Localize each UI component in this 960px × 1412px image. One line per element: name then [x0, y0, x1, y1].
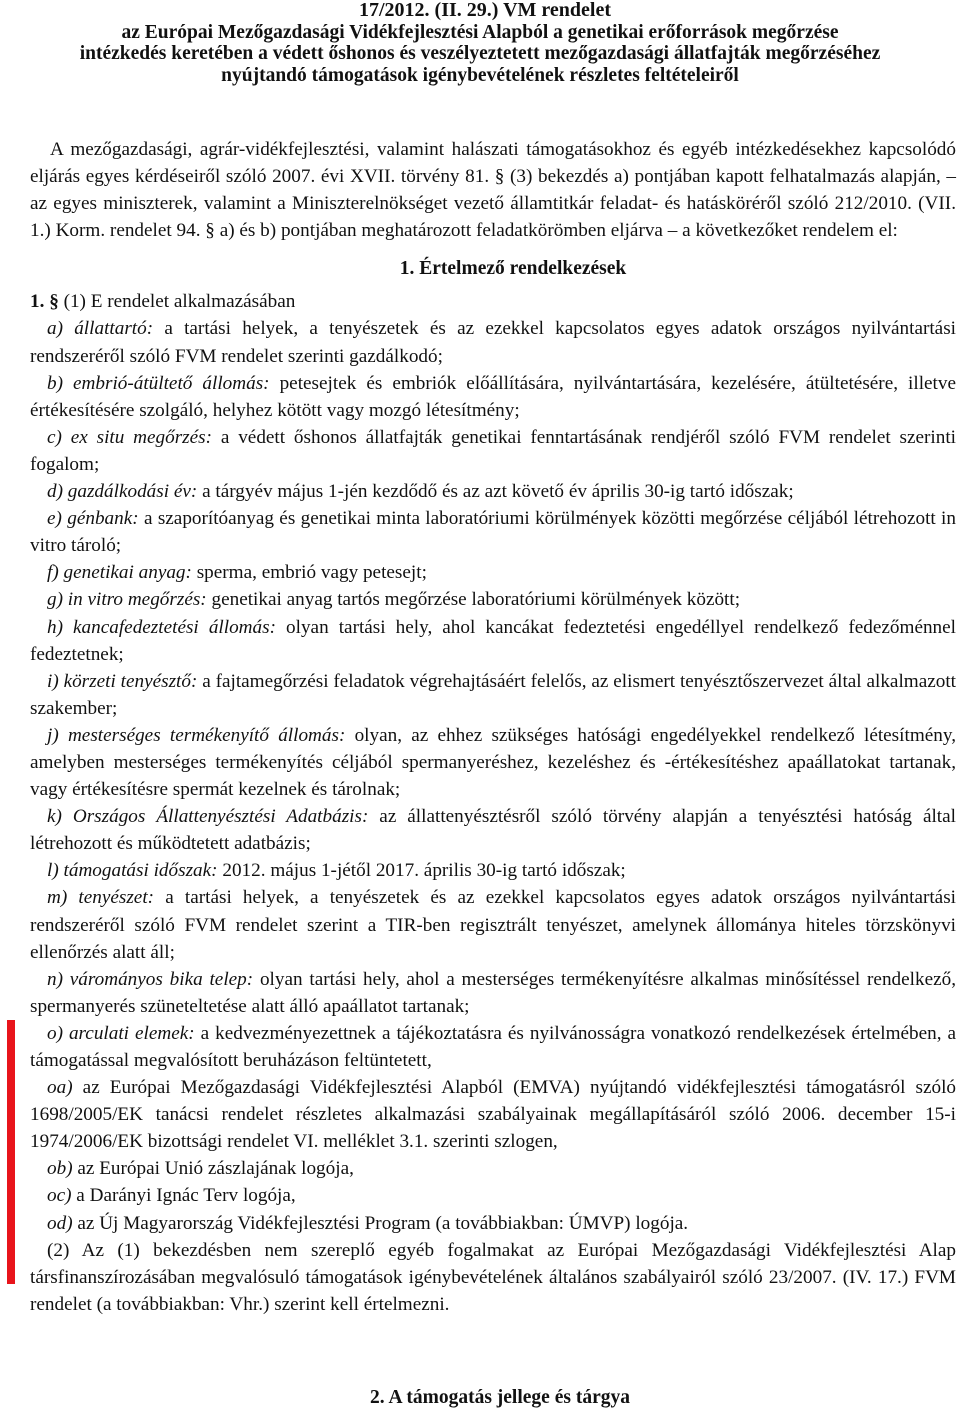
- definition-item: [30, 1155, 956, 1182]
- definition-item: [30, 803, 956, 857]
- definition-text: genetikai anyag tartós megőrzése laboratóriumi körülmények között;: [206, 589, 741, 611]
- title-line-2: az Európai Mezőgazdasági Vidékfejlesztési Alapból a genetikai erőforrások megőrzése: [121, 21, 839, 43]
- definition-term: i) körzeti tenyésztő:: [47, 670, 198, 692]
- definition-text: petesejtek és embriók előállítására, nyilvántartására, kezelésére, átültetésére, illetve értékesítésére szolgáló, helyhez kötött vagy mozgó létesítmény;: [30, 372, 956, 421]
- document-title: [0, 0, 960, 86]
- definition-term: od): [47, 1212, 73, 1234]
- definition-text: a fajtamegőrzési feladatok végrehajtásáért felelős, az elismert tenyésztőszervezet által alkalmazott szakember;: [30, 670, 956, 719]
- definition-term: g) in vitro megőrzés:: [47, 589, 207, 611]
- definition-text: a tartási helyek, a tenyészetek és az ezekkel kapcsolatos egyes adatok országos nyilvántartási rendszeréről szóló FVM rendelet szerinti gazdálkodó;: [30, 318, 956, 367]
- definition-text: a védett őshonos állatfajták genetikai fenntartásának rendjéről szóló FVM rendelet szerinti fogalom;: [30, 426, 956, 475]
- definition-text: 2012. május 1-jétől 2017. április 30-ig tartó időszak;: [217, 860, 626, 882]
- paragraph-lead-text: (1) E rendelet alkalmazásában: [58, 291, 296, 313]
- title-line-3: intézkedés keretében a védett őshonos és veszélyeztetett mezőgazdasági állatfajták megőrzéséhez: [79, 43, 881, 65]
- definition-item: [30, 722, 956, 803]
- definition-item: [30, 1020, 956, 1074]
- definition-text: olyan, az ehhez szükséges hatósági engedélyekkel rendelkező létesítmény, amelyben mesterséges termékenyítés céljából spermanyeréshez, kezeléshez és -értékesítéshez apaállatokat tartanak, vagy értékesítésre spermát kezelnek és tárolnak;: [30, 724, 956, 801]
- definition-item: [30, 478, 956, 505]
- definition-text: a kedvezményezettnek a tájékoztatásra és nyilvánosságra vonatkozó rendelkezések értelmében, a támogatással megvalósított beruházáson feltüntetett,: [30, 1022, 956, 1071]
- definition-term: ob): [47, 1158, 73, 1180]
- revision-change-bar: [7, 1020, 15, 1284]
- definition-text: olyan tartási hely, ahol a mesterséges termékenyítésre alkalmas minősítéssel rendelkező, spermanyerés szüneteltetése alatt álló apaállatot tartanak;: [30, 968, 956, 1017]
- title-line-4: nyújtandó támogatások igénybevételének részletes feltételeiről: [221, 64, 739, 86]
- definition-text: a tartási helyek, a tenyészetek és az ezekkel kapcsolatos egyes adatok országos nyilvántartási rendszeréről szóló FVM rendelet szerint a TIR-ben regisztrált tenyészet, amelynek állománya hiteles törzskönyvi ellenőrzés alatt áll;: [30, 887, 956, 963]
- title-line-1: 17/2012. (II. 29.) VM rendelet: [358, 0, 611, 21]
- definition-item: [30, 424, 956, 478]
- definition-text: a szaporítóanyag és genetikai minta laboratóriumi körülmények közötti megőrzése céljából létrehozott in vitro tároló;: [30, 508, 956, 557]
- definition-item: [30, 884, 956, 965]
- definition-term: oc): [47, 1185, 72, 1207]
- document-body: [30, 136, 956, 1318]
- definition-text: olyan tartási hely, ahol kancákat fedeztetési engedéllyel rendelkező fedezőménnel fedeztetnek;: [30, 616, 956, 665]
- definition-item: [30, 614, 956, 668]
- definition-term: n) várományos bika telep:: [47, 968, 254, 990]
- section-1-heading: 1. Értelmező rendelkezések: [399, 258, 627, 280]
- definition-term: oa): [47, 1077, 73, 1099]
- paragraph-1-lead: [30, 288, 956, 315]
- definition-item: [30, 559, 956, 586]
- definition-item: [30, 315, 956, 369]
- definition-term: l) támogatási időszak:: [47, 860, 218, 882]
- definition-term: o) arculati elemek:: [47, 1022, 195, 1044]
- definition-item: [30, 1210, 956, 1237]
- preamble-paragraph: A mezőgazdasági, agrár-vidékfejlesztési, valamint halászati támogatásokhoz és egyéb intézkedésekhez kapcsolódó eljárás egyes kérdéseiről szóló 2007. évi XVII. törvény 81. § (3) bekezdés a) pontjában kapott felhatalmazás alapján, – az egyes miniszterek, valamint a Miniszterelnökséget vezető államtitkár feladat- és hatásköréről szóló 212/2010. (VII. 1.) Korm. rendelet 94. § a) és b) pontjában meghatározott feladatkörömben eljárva – a következőket rendelem el:: [30, 139, 956, 242]
- definition-list: [30, 315, 956, 1236]
- definition-term: f) genetikai anyag:: [47, 562, 192, 584]
- paragraph-2: (2) Az (1) bekezdésben nem szereplő egyéb fogalmakat az Európai Mezőgazdasági Vidékfejlesztési Alap társfinanszírozásában megvalósuló támogatások igénybevételének általános szabályairól szóló 23/2007. (IV. 17.) FVM rendelet (a továbbiakban: Vhr.) szerint kell értelmezni.: [30, 1239, 956, 1315]
- definition-item: [30, 1182, 956, 1209]
- definition-text: az állattenyésztésről szóló törvény alapján a tenyésztési hatóság által létrehozott és működtetett adatbázis;: [30, 806, 956, 855]
- definition-text: az Új Magyarország Vidékfejlesztési Program (a továbbiakban: ÚMVP) logója.: [72, 1212, 689, 1234]
- definition-term: e) génbank:: [47, 508, 139, 530]
- definition-term: d) gazdálkodási év:: [47, 481, 198, 503]
- definition-term: j) mesterséges termékenyítő állomás:: [47, 724, 346, 746]
- definition-text: sperma, embrió vagy petesejt;: [191, 562, 427, 584]
- definition-term: a) állattartó:: [47, 318, 154, 340]
- definition-term: k) Országos Állattenyésztési Adatbázis:: [47, 806, 369, 828]
- definition-item: [30, 370, 956, 424]
- definition-text: a tárgyév május 1-jén kezdődő és az azt követő év április 30-ig tartó időszak;: [197, 481, 794, 503]
- definition-text: az Európai Mezőgazdasági Vidékfejlesztési Alapból (EMVA) nyújtandó vidékfejlesztési támogatásról szóló 1698/2005/EK tanácsi rendelet részletes alkalmazási szabályainak megállapításáról szóló 2006. december 15-i 1974/2006/EK bizottsági rendelet VI. melléklet 3.1. szerinti szlogen,: [30, 1077, 956, 1153]
- section-2-heading: 2. A támogatás jellege és tárgya: [370, 1387, 630, 1408]
- definition-term: c) ex situ megőrzés:: [47, 426, 213, 448]
- definition-item: [30, 668, 956, 722]
- definition-item: [30, 505, 956, 559]
- definition-term: m) tenyészet:: [47, 887, 155, 909]
- definition-term: b) embrió-átültető állomás:: [47, 372, 270, 394]
- definition-text: az Európai Unió zászlajának logója,: [72, 1158, 354, 1180]
- definition-item: [30, 1074, 956, 1155]
- definition-item: [30, 857, 956, 884]
- definition-item: [30, 586, 956, 613]
- definition-term: h) kancafedeztetési állomás:: [47, 616, 276, 638]
- paragraph-number: 1. §: [30, 291, 59, 313]
- definition-item: [30, 966, 956, 1020]
- definition-text: a Darányi Ignác Terv logója,: [71, 1185, 296, 1207]
